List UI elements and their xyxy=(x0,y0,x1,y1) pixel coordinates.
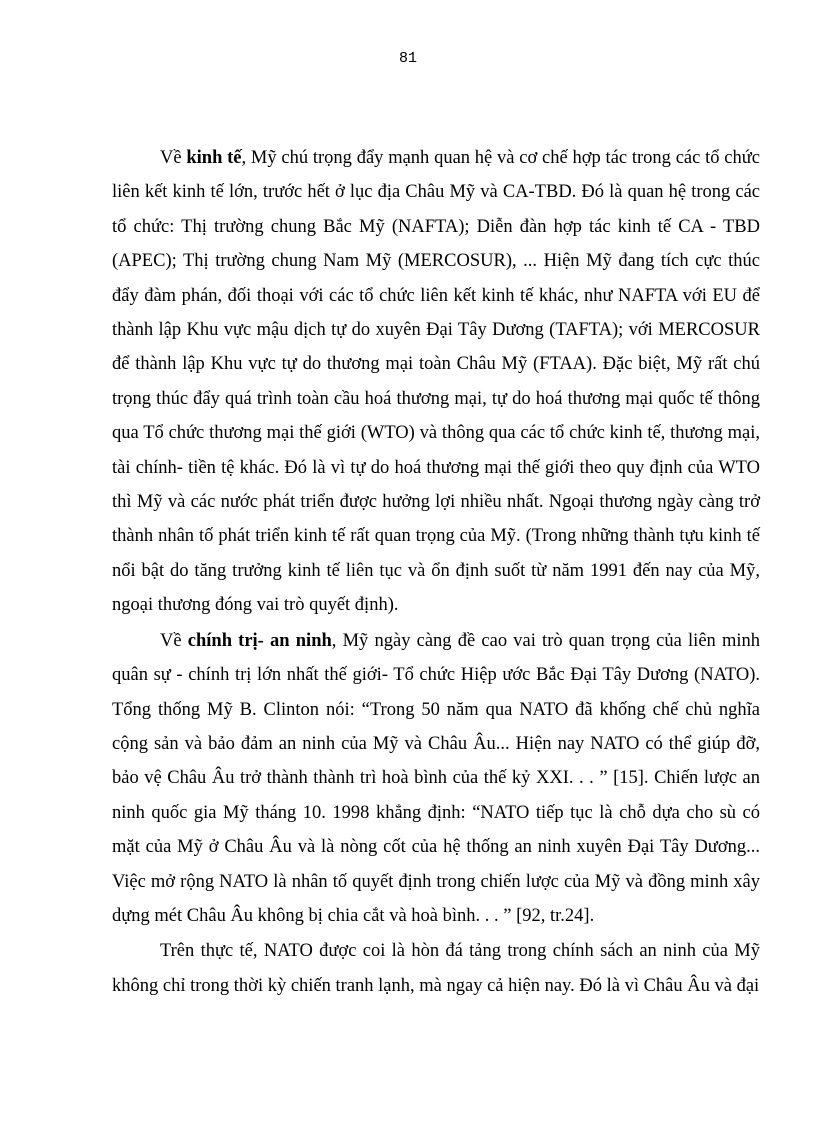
paragraph-body: , Mỹ chú trọng đẩy mạnh quan hệ và cơ chế hợp tác trong các tổ chức liên kết kinh tế lớn, trước hết ở lục địa Châu Mỹ và CA-TBD. Đó là quan hệ trong các tổ chức: Thị trường chung Bắc Mỹ (NAFTA); Diễn đàn hợp tác kinh tế CA - TBD (APEC); Thị trường chung Nam Mỹ (MERCOSUR), ... Hiện Mỹ đang tích cực thúc đẩy đàm phán, đối thoại với các tổ chức liên kết kinh tế khác, như NAFTA với EU để thành lập Khu vực mậu dịch tự do xuyên Đại Tây Dương (TAFTA); với MERCOSUR để thành lập Khu vực tự do thương mại toàn Châu Mỹ (FTAA). Đặc biệt, Mỹ rất chú trọng thúc đẩy quá trình toàn cầu hoá thương mại, tự do hoá thương mại quốc tế thông qua Tổ chức thương mại thế giới (WTO) và thông qua các tổ chức kinh tế, thương mại, tài chính- tiền tệ khác. Đó là vì tự do hoá thương mại thế giới theo quy định của WTO thì Mỹ và các nước phát triển được hưởng lợi nhiều nhất. Ngoại thương ngày càng trở thành nhân tố phát triển kinh tế rất quan trọng của Mỹ. (Trong những thành tựu kinh tế nổi bật do tăng trưởng kinh tế liên tục và ổn định suốt từ năm 1991 đến nay của Mỹ, ngoại thương đóng vai trò quyết định). xyxy=(112,148,760,616)
paragraph-heading-economy: kinh tế xyxy=(186,148,242,168)
paragraph-nato xyxy=(112,934,760,1003)
page-number: 81 xyxy=(398,50,417,67)
paragraph-body: Trên thực tế, NATO được coi là hòn đá tảng trong chính sách an ninh của Mỹ không chỉ trong thời kỳ chiến tranh lạnh, mà ngay cả hiện nay. Đó là vì Châu Âu và đại xyxy=(112,941,760,996)
paragraph-heading-politics-security: chính trị- an ninh xyxy=(187,630,332,651)
paragraph-lead: Về xyxy=(160,630,188,651)
paragraph-lead: Về xyxy=(160,148,187,168)
body-text xyxy=(112,141,760,1003)
paragraph-economy xyxy=(112,141,760,623)
paragraph-body: , Mỹ ngày càng đề cao vai trò quan trọng của liên minh quân sự - chính trị lớn nhất thế giới- Tổ chức Hiệp ước Bắc Đại Tây Dương (NATO). Tổng thống Mỹ B. Clinton nói: “Trong 50 năm qua NATO đã khống chế chủ nghĩa cộng sản và bảo đảm an ninh của Mỹ và Châu Âu... Hiện nay NATO có thể giúp đỡ, bảo vệ Châu Âu trở thành thành trì hoà bình của thế kỷ XXI. . . ” [15]. Chiến lược an ninh quốc gia Mỹ tháng 10. 1998 khẳng định: “NATO tiếp tục là chỗ dựa cho sù có mặt của Mỹ ở Châu Âu và là nòng cốt của hệ thống an ninh xuyên Đại Tây Dương... Việc mở rộng NATO là nhân tố quyết định trong chiến lược của Mỹ và đồng minh xây dựng mét Châu Âu không bị chia cắt và hoà bình. . . ” [92, tr.24]. xyxy=(112,630,761,926)
paragraph-politics-security xyxy=(112,624,760,934)
